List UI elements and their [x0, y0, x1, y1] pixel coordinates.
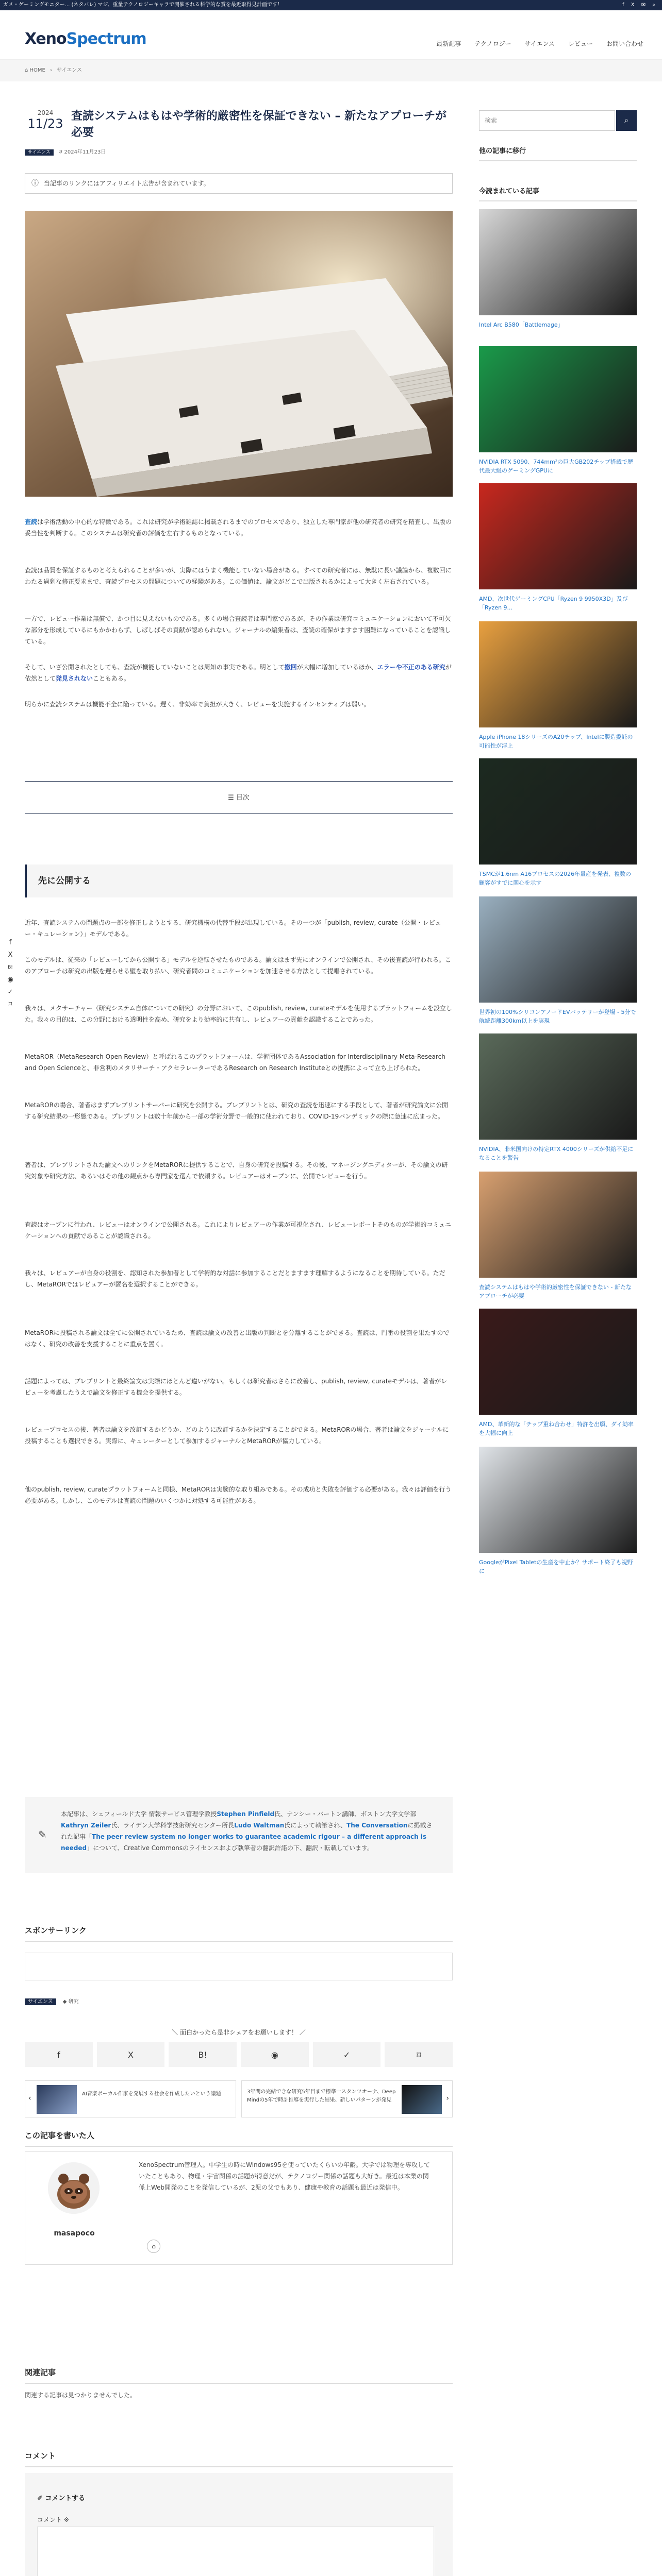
- announcement-text: ガメ・ゲーミングモニター... (ネタバレ) マジ、重量テクノロジーキャラで開催される科学的な賞を最近取得見計画です！: [3, 2, 283, 8]
- nav-item-contact[interactable]: お問い合わせ: [606, 40, 643, 47]
- section-paragraph-5: MetaRORの場合、著者はまずプレプリントサーバーに研究を公開する。プレプリントとは、研究の査読を迅速にする手段として、著者が研究論文に公開する研究結果の一形態である。プレプリントは数十年前から一部の学術分野で一般的に使われており、COVID-19パンデミックの際に急速に広まった。: [25, 1101, 449, 1120]
- sidebar-article-title[interactable]: TSMCが1.6nm A16プロセスの2026年量産を発表、複数の顧客がすでに関心を示す: [479, 871, 632, 886]
- sidebar-article-thumbnail[interactable]: [479, 1172, 637, 1278]
- main-content: [25, 103, 453, 2523]
- intro-p1-rest: は学術活動の中心的な特徴である。これは研究が学術雑誌に掲載されるまでのプロセスであり、独立した専門家が他の研究者の研究を精査し、出版の妥当性を判断する。このシステムは研究者の評価を左右するものとなっている。: [25, 518, 452, 537]
- sidebar-article-title[interactable]: Apple iPhone 18シリーズのA20チップ、Intelに製造委託の可能性が浮上: [479, 734, 633, 749]
- post-year: 2024: [37, 109, 54, 116]
- quote-text-c: 氏、ライデン大学科学技術研究センター所長: [111, 1822, 235, 1829]
- sidebar-other-heading: 他の記事に移行: [479, 145, 637, 161]
- section-paragraph-4: MetaROR（MetaResearch Open Review）と呼ばれるこのプラットフォームは、学術団体であるAssociation for Interdisciplinary Meta-Research and Open Scienceと、非営利のメタリサーチ・アクセラレーターであるResearch on Research Instituteとの提携によって立ち上げられた。: [25, 1053, 445, 1072]
- quote-text-a: 本記事は、シェフィールド大学 情報サービス管理学教授: [61, 1810, 217, 1818]
- section-paragraph-6: 著者は、プレプリントされた論文へのリンクをMetaRORに提供することで、自身の研究を投稿する。その後、マネージングエディターが、その論文の研究対象や研究方法、あるいはその他の観点から専門家を選んで依頼する。レビュアーはオープンに、公開でレビューを行う。: [25, 1161, 448, 1180]
- sidebar-article-title[interactable]: GoogleがPixel Tabletの生産を中止か？サポート終了も視野に: [479, 1559, 633, 1574]
- logo-accent: Spectrum: [66, 30, 146, 48]
- sidebar-article-4[interactable]: [479, 621, 637, 750]
- author-section-title: この記事を書いた人: [25, 2130, 453, 2147]
- keyword-tag[interactable]: ◆ 研究: [62, 1999, 79, 2005]
- intro-p4-a: そして、いざ公開されたとしても、査読が機能していないことは周知の事実である。明として: [25, 664, 285, 671]
- post-title: 査読システムはもはや学術的厳密性を保証できない – 新たなアプローチが必要: [71, 110, 447, 139]
- share-message: ＼ 面白かったら是非シェアをお願いします！ ／: [172, 2029, 306, 2036]
- copy-link-button[interactable]: ⌑: [385, 2042, 453, 2067]
- section-heading-publish-first: 先に公開する: [25, 865, 453, 897]
- sidebar-article-thumbnail[interactable]: [479, 1033, 637, 1140]
- comment-textarea[interactable]: [37, 2527, 434, 2576]
- pocket-share-button[interactable]: ◉: [241, 2042, 309, 2067]
- sidebar-article-title[interactable]: AMD、次世代ゲーミングCPU「Ryzen 9 9950X3D」及び「Ryzen 9...: [479, 596, 628, 611]
- ad-slot[interactable]: [25, 1953, 453, 1980]
- sidebar-article-5[interactable]: [479, 758, 637, 887]
- sidebar-article-3[interactable]: [479, 483, 637, 612]
- facebook-share-button[interactable]: f: [25, 2042, 93, 2067]
- sidebar-article-title[interactable]: NVIDIA、非米国向けの特定RTX 4000シリーズが供給不足になることを警告: [479, 1146, 634, 1161]
- quote-text-d: 氏によって執筆され、: [284, 1822, 347, 1829]
- facebook-float-icon[interactable]: f: [9, 939, 12, 946]
- search-icon[interactable]: ⌕: [616, 110, 637, 131]
- sidebar-search-input[interactable]: 検索: [479, 110, 615, 131]
- intro-p4-c: が依然として: [25, 664, 452, 682]
- nav-item-science[interactable]: サイエンス: [524, 40, 555, 47]
- main-nav: [436, 39, 643, 48]
- nav-item-review[interactable]: レビュー: [568, 40, 593, 47]
- x-float-icon[interactable]: X: [8, 951, 13, 959]
- intro-paragraph-2: 査読は品質を保証するものと考えられることが多いが、実際にはうまく機能していない場合がある。すべての研究者には、無駄に長い議論から、複数回にわたる過剰な修正要求まで、査読プロセスの問題についての経験がある。この価値は、論文がどこで出版されるかによって大きく左右されている。: [25, 567, 452, 585]
- breadcrumb-category[interactable]: サイエンス: [57, 67, 82, 73]
- nav-item-technology[interactable]: テクノロジー: [474, 40, 511, 47]
- intro-paragraph-1: [25, 516, 453, 539]
- avatar: [48, 2162, 100, 2214]
- intro-paragraph-3: 一方で、レビュー作業は無償で、かつ目に見えないものである。多くの場合査読者は専門家であるが、その作業は研究コミュニケーションにおいて不可欠な部分を形成しているにもかかわらず、しばしばその貢献が認められない。ジャーナルの編集者は、査読の確保がますます困難になっていることを認識している。: [25, 615, 451, 645]
- post-tags: [25, 1997, 79, 2005]
- announcement-bar: [0, 0, 662, 10]
- pocket-float-icon[interactable]: ◉: [7, 976, 13, 984]
- section-paragraph-1: 近年、査読システムの問題点の一部を修正しようとする、研究機構の代替手段が出現している。その一つが「publish, review, curate（公開・レビュー・キュレーション）」モデルである。: [25, 919, 441, 938]
- hero-image: [25, 211, 453, 497]
- logo-main: Xeno: [25, 30, 67, 48]
- section-paragraph-2: このモデルは、従来の「レビューしてから公開する」モデルを逆転させたものである。論文はまず先にオンラインで公開され、その後査読が行われる。このアプローチは研究の出版を遅らせる壁を取り払い、研究者間のコミュニケーションを加速させる方法として提唱されている。: [25, 956, 452, 975]
- source-attribution: [25, 1797, 453, 1873]
- hatena-float-icon[interactable]: B!: [8, 965, 13, 970]
- sidebar-article-title[interactable]: Intel Arc B580「Battlemage」: [479, 321, 564, 328]
- sidebar-article-thumbnail[interactable]: [479, 1309, 637, 1415]
- sidebar-article-title[interactable]: AMD、革新的な「チップ重ね合わせ」特許を出願、ダイ効率を大幅に向上: [479, 1421, 634, 1436]
- affiliate-disclosure: [25, 173, 453, 194]
- chevron-right-icon: ›: [446, 2094, 449, 2103]
- post-monthday: 11/23: [27, 116, 63, 131]
- prev-post-link[interactable]: [25, 2080, 236, 2117]
- sidebar-article-9[interactable]: [479, 1309, 637, 1437]
- sidebar-latest-heading: 今読まれている記事: [479, 185, 637, 201]
- author-link-3[interactable]: Ludo Waltman: [234, 1822, 285, 1829]
- category-tag[interactable]: サイエンス: [25, 1998, 56, 2005]
- original-article-link[interactable]: The peer review system no longer works to guarantee academic rigour – a different approach is needed: [61, 1833, 427, 1852]
- related-empty-message: 関連する記事は見つかりませんでした。: [25, 2392, 137, 2399]
- sidebar-article-8[interactable]: [479, 1172, 637, 1300]
- section-paragraph-10: 話題によっては、プレプリントと最終論文は実際にほとんど違いがない。もしくは研究者はさらに改善し、publish, review, curateモデルは、著者がレビューを考慮したうえで論文を修正する機会を提供する。: [25, 1378, 448, 1396]
- line-float-icon[interactable]: ✓: [7, 988, 13, 996]
- comment-form: [25, 2473, 453, 2576]
- sidebar-article-10[interactable]: [479, 1447, 637, 1575]
- comment-label: コメント ※: [37, 2516, 69, 2523]
- copy-float-icon[interactable]: ⌑: [8, 1001, 12, 1008]
- section-paragraph-7: 査読はオープンに行われ、レビューはオンラインで公開される。これによりレビュアーの作業が可視化され、レビューレポートそのものが学術的コミュニケーションへの貢献であることが認識される。: [25, 1221, 452, 1240]
- sidebar-article-thumbnail[interactable]: [479, 346, 637, 452]
- sidebar-article-title[interactable]: NVIDIA RTX 5090、744mm²の巨大GB202チップ搭載で歴代最大級のゲーミングGPUに: [479, 459, 633, 474]
- section-paragraph-8: 我々は、レビュアーが自身の役割を、認知された参加者として学術的な対話に参加することだとますます理解するようになることを期待している。ただし、MetaRORではレビュアーが匿名を選択することができる。: [25, 1269, 445, 1288]
- sidebar-article-thumbnail[interactable]: [479, 209, 637, 315]
- site-logo[interactable]: [25, 30, 146, 48]
- sidebar-article-1[interactable]: [479, 209, 637, 329]
- author-name[interactable]: masapoco: [54, 2229, 95, 2238]
- author-link-2[interactable]: Kathryn Zeiler: [61, 1822, 111, 1829]
- quote-text-b: 氏、ナンシー・バートン講師、ボストン大学文学部: [274, 1810, 417, 1818]
- table-of-contents[interactable]: ☰ 目次: [25, 781, 453, 814]
- comment-form-title: ✐ コメントする: [37, 2495, 86, 2502]
- prev-post-thumbnail: [37, 2085, 77, 2114]
- share-buttons: [25, 2042, 453, 2067]
- post-date: ↺ 2024年11月23日: [58, 149, 106, 155]
- next-post-thumbnail: [402, 2085, 442, 2114]
- breadcrumb-separator: ›: [50, 67, 53, 73]
- section-paragraph-9: MetaRORに投稿される論文は全てに公開されているため、査読は論文の改善と出版の判断とを分離することができる。査読は、門番の役割を果たすのではなく、研究の改善を支援することに重点を置く。: [25, 1329, 450, 1348]
- breadcrumb: [0, 60, 662, 81]
- next-post-title: 3年間の完結できな研究5年目まで標準一スタンツオーナ、Deep Mindの5年で時計推導を実行した結果、新しいパターンが発見: [247, 2089, 396, 2103]
- sidebar-article-title[interactable]: 世界初の100%シリコンアノードEVバッテリーが登場 - 5分で航続距離300km以上を実現: [479, 1009, 636, 1024]
- undetected-link[interactable]: 発見されない: [56, 675, 93, 682]
- quote-text-e: に掲載された記事「: [61, 1822, 433, 1840]
- intro-p4-b: が大幅に増加しているほか、: [296, 664, 377, 671]
- publisher-link[interactable]: The Conversation: [346, 1822, 408, 1829]
- next-post-link[interactable]: [241, 2080, 453, 2117]
- intro-paragraph-5: 明らかに査読システムは機能不全に陥っている。遅く、非効率で負担が大きく、レビューを実施するインセンティブは弱い。: [25, 701, 370, 708]
- retractions-link[interactable]: 撤回: [284, 664, 297, 671]
- peer-review-link[interactable]: 査読: [25, 518, 38, 526]
- tanuki-avatar-icon: [48, 2162, 100, 2214]
- x-share-button[interactable]: X: [97, 2042, 165, 2067]
- section-paragraph-3: 我々は、メタサーチャー（研究システム自体についての研究）の分野において、このpublish, review, curateモデルを使用するプラットフォームを設立した。我々の目的は、この分野における透明性を高め、研究をより効率的に共有し、レビュアーの貢献を認識することであった。: [25, 1005, 453, 1023]
- author-description: XenoSpectrum管理人。中学生の時にWindows95を使っていたくらいの年齢。大学では物理を専攻していたこともあり、物理・宇宙関係の話題が得意だが、テクノロジー関係の話題も大好き。最近は本業の関係上Web開発のことを発信しているが、2児の父でもあり、健康や教育の話題も最近は発信中。: [139, 2161, 430, 2191]
- post-meta: [25, 147, 106, 155]
- author-website-icon[interactable]: ⌂: [147, 2240, 160, 2253]
- intro-paragraph-4: [25, 662, 453, 684]
- errors-link[interactable]: エラーや不正のある研究: [377, 664, 445, 671]
- sidebar-article-thumbnail[interactable]: [479, 896, 637, 1003]
- author-box: [25, 2151, 453, 2265]
- pencil-icon: ✎: [38, 1828, 47, 1841]
- sidebar-article-title[interactable]: 査読システムはもはや学術的厳密性を保証できない - 新たなアプローチが必要: [479, 1284, 632, 1299]
- hatena-share-button[interactable]: B!: [169, 2042, 237, 2067]
- sidebar-article-6[interactable]: [479, 896, 637, 1025]
- comments-title: コメント: [25, 2450, 453, 2467]
- info-icon: ⓘ: [31, 179, 39, 188]
- author-link-1[interactable]: Stephen Pinfield: [217, 1810, 275, 1818]
- sidebar-article-thumbnail[interactable]: [479, 483, 637, 589]
- line-share-button[interactable]: ✓: [313, 2042, 381, 2067]
- prev-post-title: AI音楽ボーカル作家を発展する社会を作成したいという議題: [82, 2091, 221, 2097]
- disclosure-text: 当記事のリンクにはアフィリエイト広告が含まれています。: [44, 180, 210, 187]
- paper-stack-illustration: [25, 211, 453, 497]
- category-badge[interactable]: サイエンス: [25, 149, 54, 156]
- post-date-box: [25, 109, 66, 131]
- quote-text-f: 」について、Creative Commonsのライセンスおよび執筆者の翻訳許諾の下、翻訳・転載しています。: [87, 1844, 374, 1852]
- sidebar-article-thumbnail[interactable]: [479, 621, 637, 727]
- intro-p4-d: こともある。: [93, 675, 130, 682]
- chevron-left-icon: ‹: [28, 2094, 31, 2103]
- sidebar-article-7[interactable]: [479, 1033, 637, 1162]
- section-paragraph-12: 他のpublish, review, curateプラットフォームと同様、MetaRORは実験的な取り組みである。その成功と失敗を評価する必要がある。我々は評価を行う必要がある。しかし、このモデルは査読の問題のいくつかに対処する可能性がある。: [25, 1486, 452, 1504]
- sidebar-article-2[interactable]: [479, 346, 637, 475]
- site-header: [0, 10, 662, 60]
- section-paragraph-11: レビュープロセスの後、著者は論文を改訂するかどうか、どのように改訂するかを決定することができる。MetaRORの場合、著者は論文をジャーナルに投稿することも選択できる。実際に、キュレーターとして参加するジャーナルとMetaRORが協力している。: [25, 1426, 449, 1445]
- sponsor-title: スポンサーリンク: [25, 1925, 453, 1942]
- sidebar-article-thumbnail[interactable]: [479, 758, 637, 865]
- related-title: 関連記事: [25, 2367, 453, 2384]
- sidebar-article-thumbnail[interactable]: [479, 1447, 637, 1553]
- social-icons[interactable]: f X ✉ ⌕: [622, 2, 658, 8]
- breadcrumb-home[interactable]: ⌂ HOME: [25, 67, 45, 73]
- post-title-area: [25, 103, 453, 144]
- floating-share-bar: [4, 937, 16, 1011]
- nav-item-latest[interactable]: 最新記事: [436, 40, 461, 47]
